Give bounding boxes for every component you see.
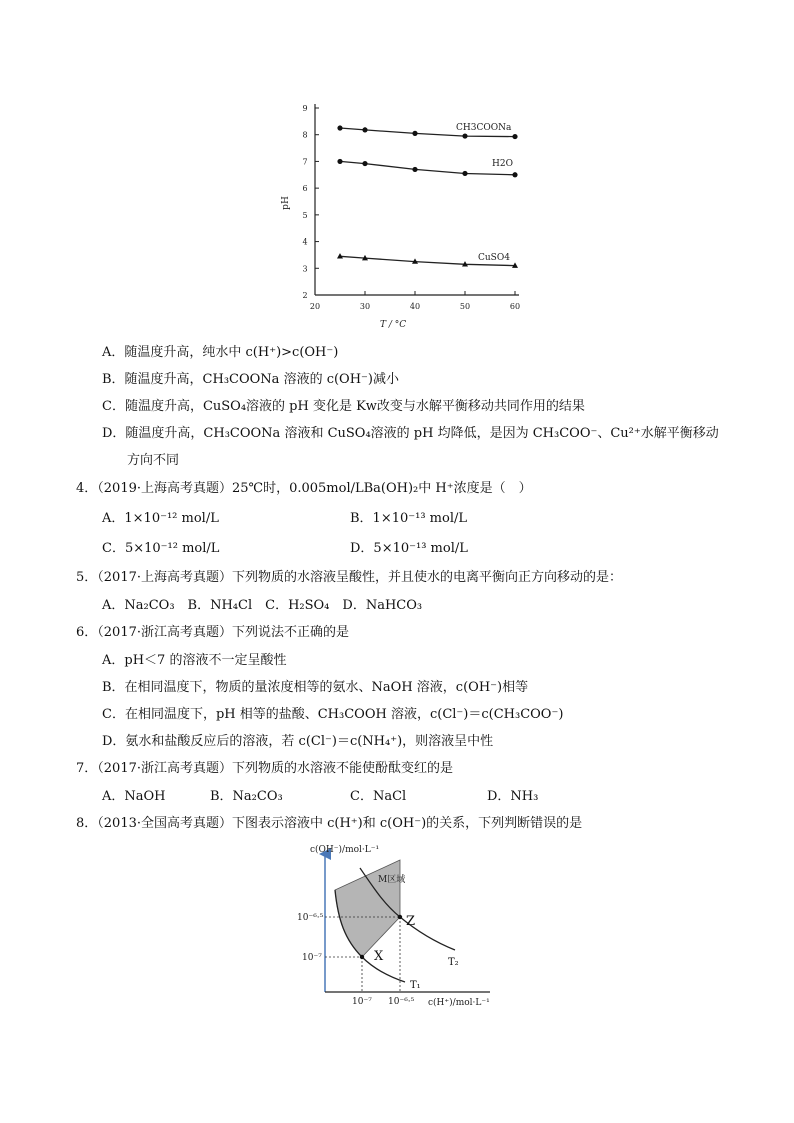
chart-point-s0-2 [412,131,417,136]
point-z-marker [398,915,402,919]
q5-options: A．Na₂CO₃ B．NH₄Cl C．H₂SO₄ D．NaHCO₃ [102,598,423,613]
chart-y-tick-label-1: 3 [302,264,308,274]
q6-stem: 6．（2017·浙江高考真题）下列说法不正确的是 [76,625,349,640]
x-axis-label: c(H⁺)/mol·L⁻¹ [428,998,490,1008]
chart-point-s2-0 [337,253,343,258]
chart-point-s1-3 [462,171,467,176]
series-label-ch3coona: CH3COONa [456,123,512,133]
chart-y-tick-label-4: 6 [302,184,308,194]
q4-option-c: C．5×10⁻¹² mol/L [102,541,220,556]
chart-point-s0-3 [462,133,467,138]
point-x-marker [360,955,364,959]
curve-t2-label: T₂ [448,957,459,968]
tick-y-high: 10⁻⁶·⁵ [297,913,324,923]
chart-y-tick-label-3: 5 [302,210,308,220]
chart-x-tick-label-1: 30 [359,302,371,311]
chart-x-tick-label-2: 40 [409,302,421,311]
curve-t1-label: T₁ [410,980,421,991]
y-axis-label: c(OH⁻)/mol·L⁻¹ [310,845,380,855]
q5-stem: 5．（2017·上海高考真题）下列物质的水溶液呈酸性，并且使水的电离平衡向正方向移动的是： [76,570,622,585]
chart-y-tick-label-2: 4 [302,237,308,247]
chart-y-tick-label-0: 2 [302,291,308,300]
ph-temperature-chart [270,95,530,330]
q6-option-c: C．在相同温度下，pH 相等的盐酸、CH₃COOH 溶液，c(Cl⁻)＝c(CH₃COO⁻) [102,707,564,722]
chart-point-s1-1 [362,161,367,166]
region-label: M区域 [378,875,406,885]
chart-point-s0-4 [512,134,517,139]
chart-xlabel: T / °C [380,320,407,330]
q3-option-b: B．随温度升高，CH₃COONa 溶液的 c(OH⁻)减小 [102,372,399,387]
q7-option-b: B．Na₂CO₃ [210,789,283,804]
chart-y-tick-label-6: 8 [302,130,308,140]
q6-option-a: A．pH＜7 的溶液不一定呈酸性 [102,653,287,668]
series-label-h2o: H2O [492,159,513,169]
q7-option-a: A．NaOH [102,789,166,804]
chart-x-tick-label-0: 20 [309,302,321,311]
tick-x-high: 10⁻⁶·⁵ [388,997,415,1007]
chart-point-s1-0 [337,159,342,164]
q4-option-d: D．5×10⁻¹³ mol/L [350,541,468,556]
q6-option-d: D．氨水和盐酸反应后的溶液，若 c(Cl⁻)＝c(NH₄⁺)，则溶液呈中性 [102,734,494,749]
chart-point-s1-2 [412,167,417,172]
point-z-label: Z [406,914,416,929]
ion-concentration-diagram [290,840,510,1015]
q7-option-c: C．NaCl [350,789,407,804]
q6-option-b: B．在相同温度下，物质的量浓度相等的氨水、NaOH 溶液，c(OH⁻)相等 [102,680,529,695]
tick-x-low: 10⁻⁷ [352,997,372,1007]
q3-option-d-cont: 方向不同 [127,453,180,468]
chart-ylabel: pH [281,196,291,210]
q4-option-a: A．1×10⁻¹² mol/L [102,511,219,526]
series-label-cuso4: CuSO4 [478,253,510,263]
chart-point-s1-4 [512,172,517,177]
tick-y-low: 10⁻⁷ [302,953,322,963]
chart-x-tick-label-3: 50 [459,302,471,311]
q4-option-b: B．1×10⁻¹³ mol/L [350,511,468,526]
q7-option-d: D．NH₃ [487,789,539,804]
q8-stem: 8．（2013·全国高考真题）下图表示溶液中 c(H⁺)和 c(OH⁻)的关系，下列判断错误的是 [76,816,583,831]
point-x-label: X [374,949,384,964]
chart-point-s0-1 [362,127,367,132]
q3-option-c: C．随温度升高，CuSO₄溶液的 pH 变化是 Kw改变与水解平衡移动共同作用的结果 [102,399,585,414]
chart-y-tick-label-5: 7 [302,157,308,167]
chart-point-s0-0 [337,125,342,130]
q4-stem: 4．（2019·上海高考真题）25℃时，0.005mol/LBa(OH)₂中 H⁺浓度是（ ） [76,481,532,496]
q3-option-a: A．随温度升高，纯水中 c(H⁺)>c(OH⁻) [102,345,339,360]
q3-option-d: D．随温度升高，CH₃COONa 溶液和 CuSO₄溶液的 pH 均降低，是因为 CH₃COO⁻、Cu²⁺水解平衡移动 [102,426,719,441]
q7-stem: 7．（2017·浙江高考真题）下列物质的水溶液不能使酚酞变红的是 [76,761,453,776]
chart-x-tick-label-4: 60 [509,302,521,311]
chart-y-tick-label-7: 9 [302,104,308,113]
